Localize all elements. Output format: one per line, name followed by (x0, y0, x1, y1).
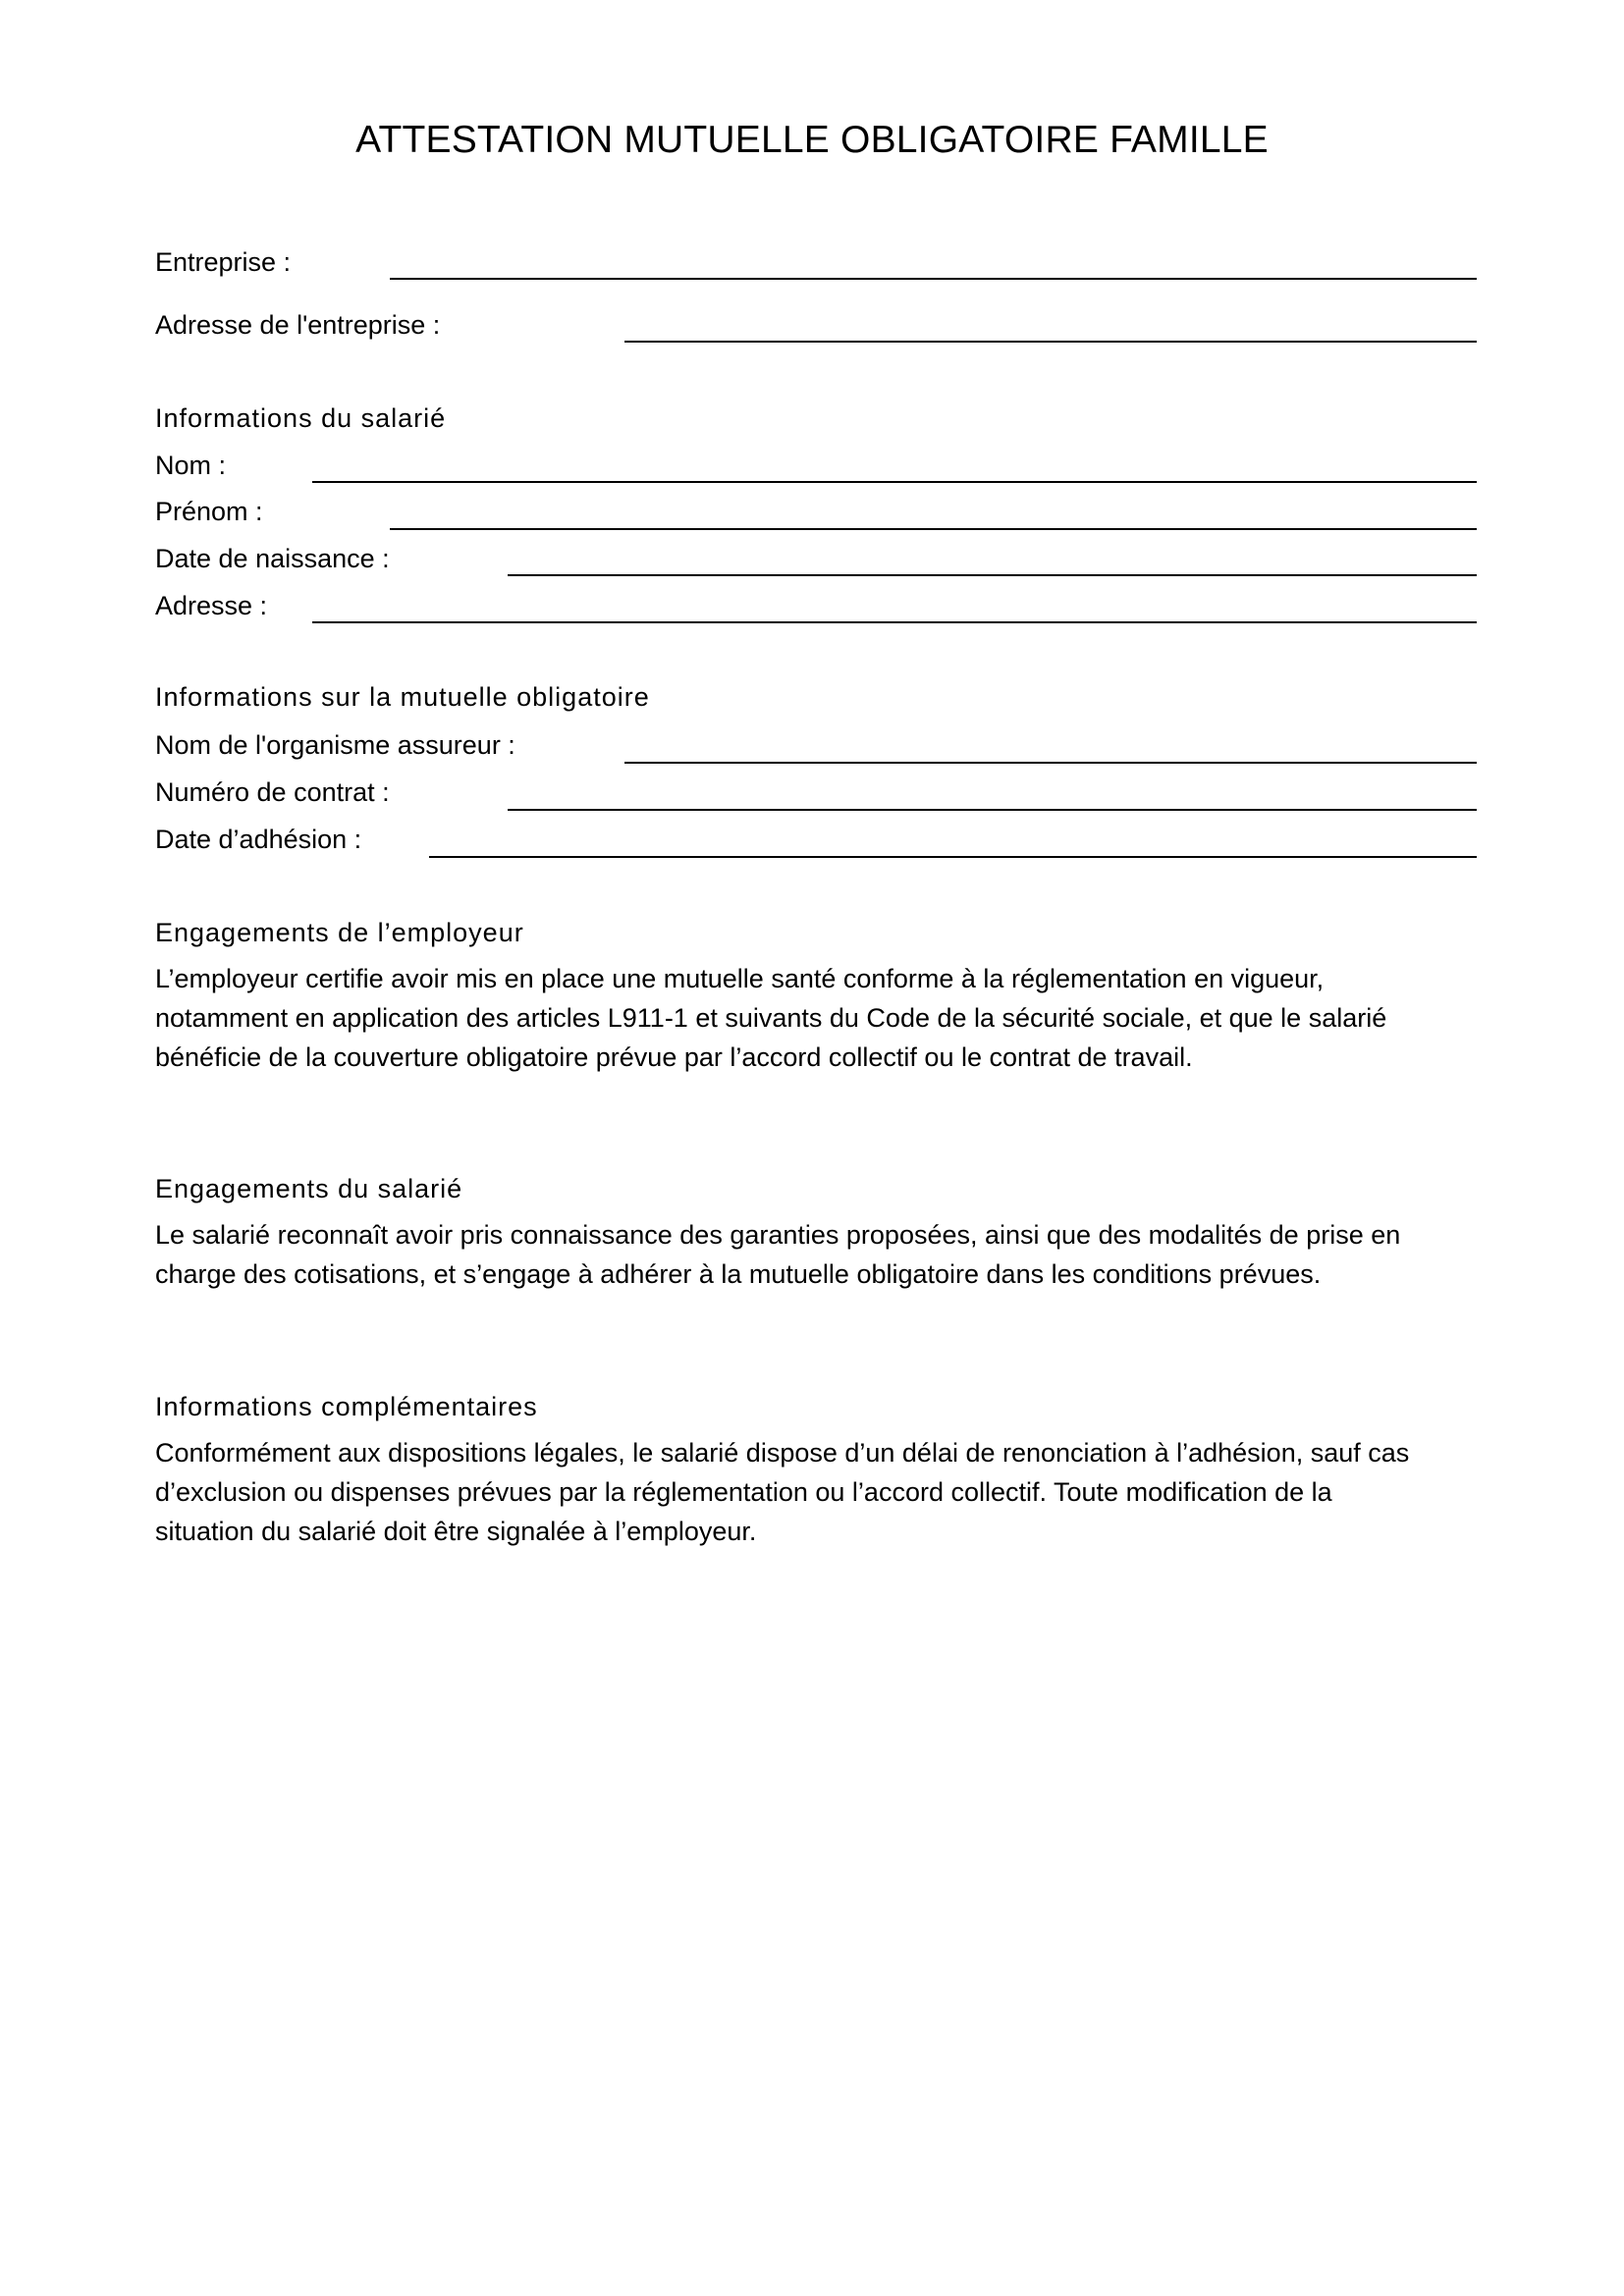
employee-first-name-label: Prénom : (155, 497, 263, 526)
insurer-name-field[interactable] (624, 762, 1477, 764)
employee-birth-date-field[interactable] (508, 574, 1477, 576)
paragraph-line: situation du salarié doit être signalée à l’employeur. (155, 1517, 757, 1546)
paragraph-line: L’employeur certifie avoir mis en place une mutuelle santé conforme à la réglementation en vigueur, (155, 964, 1325, 993)
insurance-info-heading: Informations sur la mutuelle obligatoire (155, 682, 650, 712)
employee-commitments-heading: Engagements du salarié (155, 1174, 463, 1203)
additional-info-heading: Informations complémentaires (155, 1392, 538, 1421)
employee-last-name-label: Nom : (155, 451, 227, 480)
membership-date-label: Date d’adhésion : (155, 825, 362, 854)
company-name-label: Entreprise : (155, 247, 292, 277)
employee-first-name-field[interactable] (390, 528, 1477, 530)
company-address-label: Adresse de l'entreprise : (155, 310, 441, 340)
employee-commitments-text (155, 1215, 1471, 1294)
employer-commitments-text (155, 959, 1471, 1077)
paragraph-line: charge des cotisations, et s’engage à adhérer à la mutuelle obligatoire dans les conditions prévues. (155, 1259, 1322, 1289)
employee-last-name-field[interactable] (312, 481, 1477, 483)
contract-number-field[interactable] (508, 809, 1477, 811)
paragraph-line: bénéficie de la couverture obligatoire prévue par l’accord collectif ou le contrat de travail. (155, 1042, 1193, 1072)
company-address-field[interactable] (624, 341, 1477, 343)
paragraph-line: d’exclusion ou dispenses prévues par la réglementation ou l’accord collectif. Toute modification de la (155, 1477, 1332, 1507)
paragraph-line: Le salarié reconnaît avoir pris connaissance des garanties proposées, ainsi que des modalités de prise en (155, 1220, 1401, 1250)
employee-address-label: Adresse : (155, 591, 268, 620)
additional-info-text (155, 1433, 1471, 1551)
paragraph-line: Conformément aux dispositions légales, le salarié dispose d’un délai de renonciation à l’adhésion, sauf cas (155, 1438, 1410, 1468)
employee-info-heading: Informations du salarié (155, 403, 447, 433)
insurer-name-label: Nom de l'organisme assureur : (155, 730, 515, 760)
employee-birth-date-label: Date de naissance : (155, 544, 390, 573)
contract-number-label: Numéro de contrat : (155, 777, 390, 807)
company-name-field[interactable] (390, 278, 1477, 280)
paragraph-line: notamment en application des articles L911-1 et suivants du Code de la sécurité sociale, et que le salarié (155, 1003, 1387, 1033)
membership-date-field[interactable] (429, 856, 1477, 858)
employee-address-field[interactable] (312, 621, 1477, 623)
employer-commitments-heading: Engagements de l’employeur (155, 918, 524, 947)
document-title: ATTESTATION MUTUELLE OBLIGATOIRE FAMILLE (355, 119, 1269, 161)
